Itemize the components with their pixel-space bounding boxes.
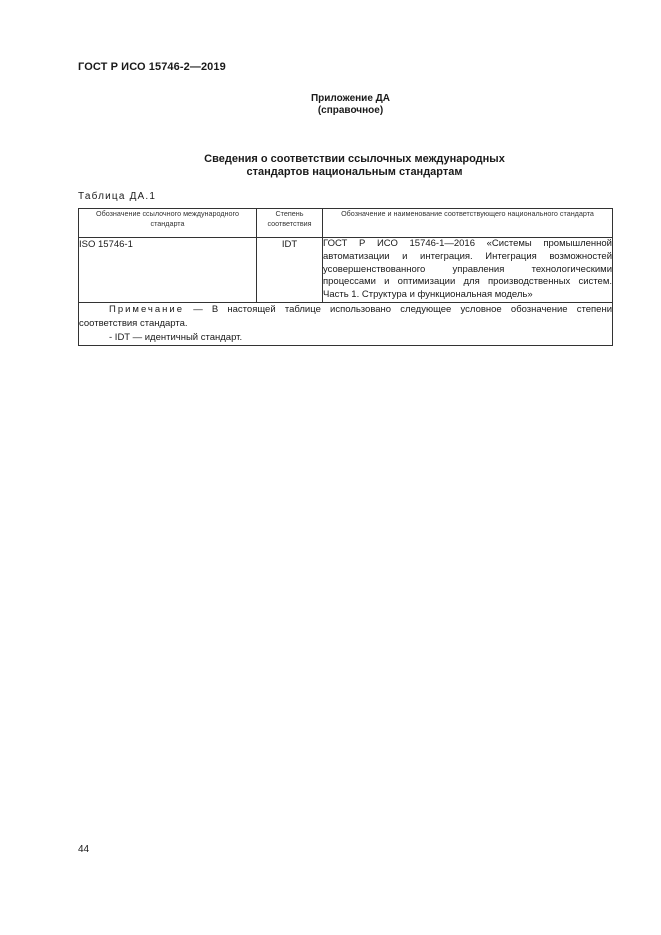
header-degree: Степень соответствия <box>257 209 323 238</box>
standards-correspondence-table <box>78 208 613 346</box>
note-text <box>79 303 612 331</box>
page-number: 44 <box>78 844 90 855</box>
appendix-subtitle: (справочное) <box>317 105 384 116</box>
cell-degree: IDT <box>257 238 323 303</box>
section-title-line-2: стандартов национальным стандартам <box>246 166 463 178</box>
table-row <box>79 238 613 303</box>
table-caption: Таблица ДА.1 <box>78 191 157 202</box>
header-ref-standard: Обозначение ссылочного международного стандарта <box>79 209 257 238</box>
note-label: Примечание <box>109 303 184 315</box>
table-header-row <box>79 209 613 238</box>
cell-national-standard: ГОСТ Р ИСО 15746-1—2016 «Системы промышленной автоматизации и интеграция. Интеграция возможностей усовершенствованного управления технологическими процессами и оптимизации для производственных систем. Часть 1. Структура и функциональная модель» <box>323 238 613 303</box>
appendix-title: Приложение ДА <box>310 93 391 104</box>
table-note-row <box>79 302 613 345</box>
note-body: — В настоящей таблице использовано следующее условное обозначение степени соответствия стандарта. <box>79 303 612 329</box>
header-national-standard: Обозначение и наименование соответствующего национального стандарта <box>323 209 613 238</box>
document-header: ГОСТ Р ИСО 15746-2—2019 <box>78 61 226 73</box>
note-list-item: - IDT — идентичный стандарт. <box>109 331 243 343</box>
table-note <box>79 302 613 345</box>
cell-ref-standard: ISO 15746-1 <box>79 238 257 303</box>
section-title-line-1: Сведения о соответствии ссылочных международных <box>204 153 505 165</box>
